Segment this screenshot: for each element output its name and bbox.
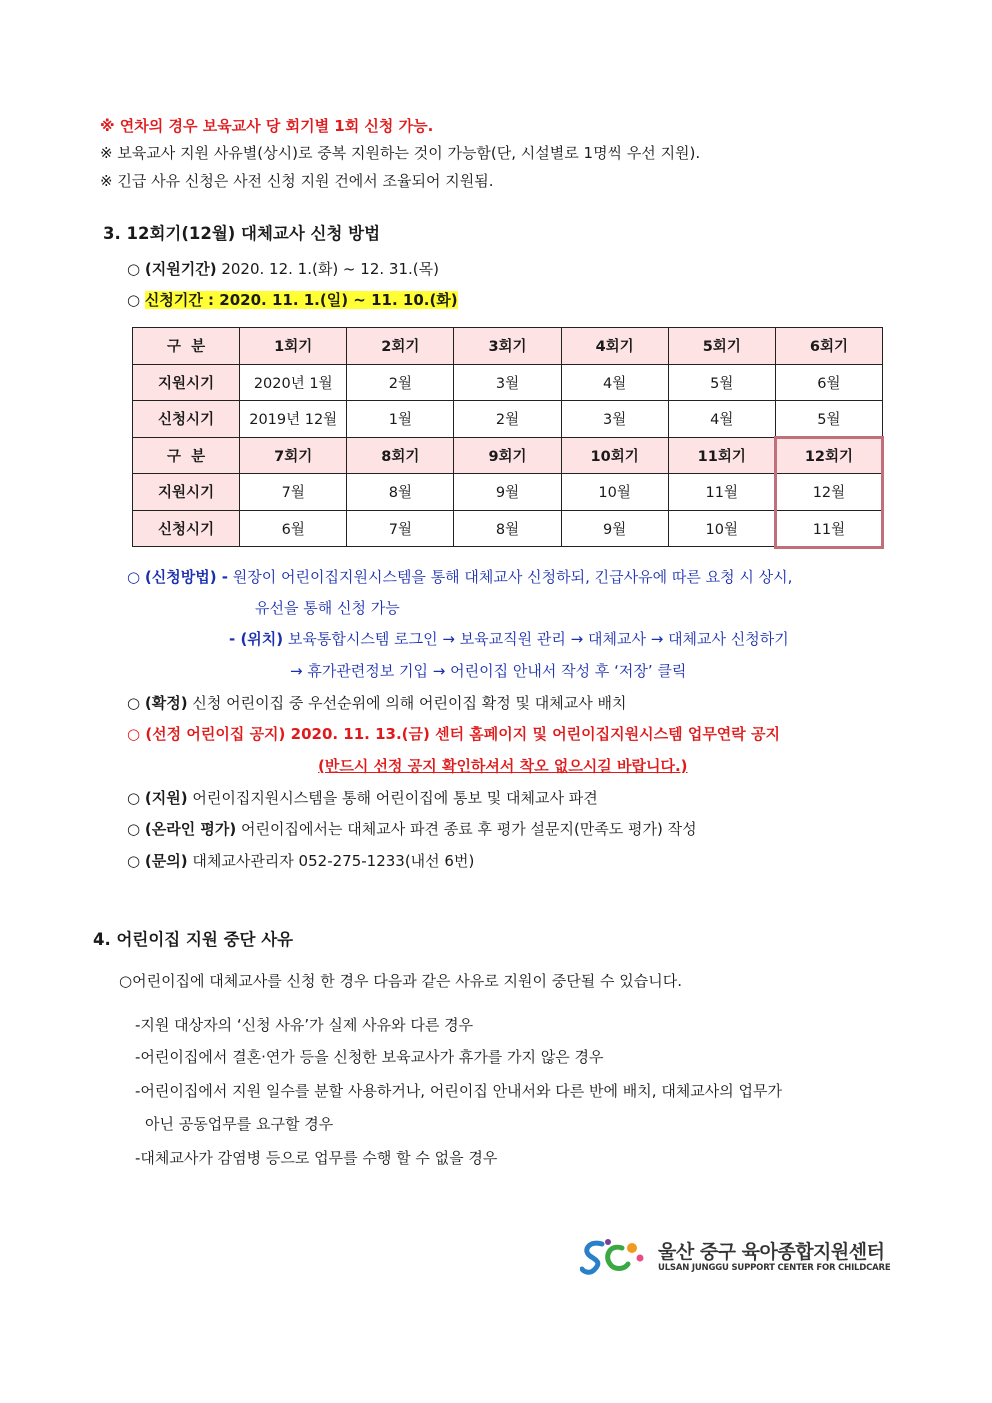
- table-header-cell: 9회기: [454, 437, 561, 474]
- note-duplicate-support: ※ 보육교사 지원 사유별(상시)로 중복 지원하는 것이 가능함(단, 시설별로 1명씩 우선 지원).: [100, 144, 701, 162]
- table-cell: 6월: [775, 364, 882, 401]
- apply-period: [127, 290, 458, 310]
- table-header-cell: 11회기: [668, 437, 775, 474]
- table-row: [133, 474, 883, 511]
- bullet: ○: [127, 568, 141, 586]
- table-header-cell: 10회기: [561, 437, 668, 474]
- bullet: ○: [127, 820, 141, 838]
- support-text: 어린이집지원시스템을 통해 어린이집에 통보 및 대체교사 파견: [192, 789, 598, 807]
- table-cell: 11월: [775, 510, 882, 547]
- row-label: 지원시기: [133, 364, 240, 401]
- table-row: [133, 364, 883, 401]
- logo-dot-pink: [637, 1255, 644, 1262]
- table-header-cell: 7회기: [240, 437, 347, 474]
- table-cell: 2월: [454, 401, 561, 438]
- support-period-value: 2020. 12. 1.(화) ~ 12. 31.(목): [221, 260, 439, 278]
- center-name: 울산 중구 육아종합지원센터: [658, 1241, 885, 1263]
- apply-method-line1: 원장이 어린이집지원시스템을 통해 대체교사 신청하되, 긴급사유에 따른 요청 시 상시,: [232, 568, 793, 586]
- center-subtitle: ULSAN JUNGGU SUPPORT CENTER FOR CHILDCARE: [658, 1263, 891, 1273]
- note-annual-leave: ※ 연차의 경우 보육교사 당 회기별 1회 신청 가능.: [100, 117, 434, 135]
- table-header-cell: 4회기: [561, 328, 668, 365]
- table-cell: 9월: [561, 510, 668, 547]
- table-cell: 10월: [561, 474, 668, 511]
- table-cell: 5월: [668, 364, 775, 401]
- selection-notice-label: (선정 어린이집 공지): [145, 725, 286, 743]
- online-evaluation-text: 어린이집에서는 대체교사 파견 종료 후 평가 설문지(만족도 평가) 작성: [241, 820, 697, 838]
- row-label: 신청시기: [133, 510, 240, 547]
- table-row: [133, 510, 883, 547]
- table-cell: 5월: [775, 401, 882, 438]
- apply-method-line2: 유선을 통해 신청 가능: [255, 599, 400, 617]
- table-cell: 3월: [454, 364, 561, 401]
- center-logo-mark-icon: [580, 1236, 646, 1278]
- table-cell: 10월: [668, 510, 775, 547]
- selection-notice: [127, 724, 780, 744]
- section-4-intro: ○어린이집에 대체교사를 신청 한 경우 다음과 같은 사유로 지원이 중단될 수 있습니다.: [119, 972, 682, 990]
- table-cell: 7월: [240, 474, 347, 511]
- confirm-label: (확정): [144, 694, 188, 712]
- bullet: ○: [127, 694, 141, 712]
- row-label: 신청시기: [133, 401, 240, 438]
- bullet: ○: [127, 789, 141, 807]
- apply-location: [229, 629, 789, 649]
- table-cell: 8월: [454, 510, 561, 547]
- support-period-label: (지원기간): [144, 260, 217, 278]
- table-row: [133, 401, 883, 438]
- section-3-title: 3. 12회기(12월) 대체교사 신청 방법: [103, 224, 381, 243]
- bullet: ○: [127, 725, 141, 743]
- table-header-cell: 6회기: [775, 328, 882, 365]
- list-item: -어린이집에서 결혼·연가 등을 신청한 보육교사가 휴가를 가지 않은 경우: [135, 1048, 604, 1066]
- table-row: [133, 328, 883, 365]
- table-cell: 3월: [561, 401, 668, 438]
- table-header-cell: 1회기: [240, 328, 347, 365]
- inquiry-label: (문의): [144, 852, 188, 870]
- logo-dot-purple: [605, 1239, 611, 1245]
- table-cell: 2020년 1월: [240, 364, 347, 401]
- table-cell: 2019년 12월: [240, 401, 347, 438]
- logo-dot-orange: [627, 1243, 637, 1253]
- table-cell: 7월: [347, 510, 454, 547]
- support-period: [127, 259, 439, 279]
- table-cell: 4월: [561, 364, 668, 401]
- apply-location-line2: → 휴가관련정보 기입 → 어린이집 안내서 작성 후 ‘저장’ 클릭: [290, 662, 687, 680]
- selection-warning: (반드시 선정 공지 확인하셔서 착오 없으시길 바랍니다.): [318, 757, 688, 775]
- confirm: [127, 693, 627, 713]
- list-item: -지원 대상자의 ‘신청 사유’가 실제 사유와 다른 경우: [135, 1016, 474, 1034]
- section-4-title: 4. 어린이집 지원 중단 사유: [93, 930, 294, 949]
- inquiry-text: 대체교사관리자 052-275-1233(내선 6번): [192, 852, 475, 870]
- support: [127, 788, 598, 808]
- logo-c-stroke: [608, 1247, 628, 1268]
- list-item: -대체교사가 감염병 등으로 업무를 수행 할 수 없을 경우: [135, 1149, 498, 1167]
- inquiry: [127, 851, 474, 871]
- table-cell: 2월: [347, 364, 454, 401]
- table-header-label: 구 분: [133, 328, 240, 365]
- bullet: ○: [127, 260, 141, 278]
- apply-location-line1: 보육통합시스템 로그인 → 보육교직원 관리 → 대체교사 → 대체교사 신청하기: [287, 630, 789, 648]
- table-header-cell: 2회기: [347, 328, 454, 365]
- online-evaluation: [127, 819, 697, 839]
- apply-location-label: - (위치): [229, 630, 284, 648]
- table-cell: 4월: [668, 401, 775, 438]
- apply-period-text: 신청기간 : 2020. 11. 1.(일) ~ 11. 10.(화): [144, 291, 458, 309]
- table-cell: 8월: [347, 474, 454, 511]
- apply-method: [127, 567, 792, 587]
- table-cell: 6월: [240, 510, 347, 547]
- confirm-text: 신청 어린이집 중 우선순위에 의해 어린이집 확정 및 대체교사 배치: [192, 694, 627, 712]
- schedule-table: [132, 327, 883, 547]
- table-header-label: 구 분: [133, 437, 240, 474]
- table-row: [133, 437, 883, 474]
- table-cell: 11월: [668, 474, 775, 511]
- table-header-cell: 12회기: [775, 437, 882, 474]
- logo-s-stroke: [582, 1243, 602, 1272]
- list-item: -어린이집에서 지원 일수를 분할 사용하거나, 어린이집 안내서와 다른 반에 배치, 대체교사의 업무가: [135, 1082, 783, 1100]
- note-emergency: ※ 긴급 사유 신청은 사전 신청 지원 건에서 조율되어 지원됨.: [100, 172, 494, 190]
- table-cell: 9월: [454, 474, 561, 511]
- selection-notice-text: 2020. 11. 13.(금) 센터 홈페이지 및 어린이집지원시스템 업무연락 공지: [290, 725, 780, 743]
- table-cell: 12월: [775, 474, 882, 511]
- online-evaluation-label: (온라인 평가): [144, 820, 237, 838]
- list-item-continued: 아닌 공동업무를 요구할 경우: [145, 1115, 334, 1133]
- bullet: ○: [127, 291, 141, 309]
- table-header-cell: 3회기: [454, 328, 561, 365]
- support-label: (지원): [144, 789, 188, 807]
- row-label: 지원시기: [133, 474, 240, 511]
- bullet: ○: [127, 852, 141, 870]
- table-header-cell: 8회기: [347, 437, 454, 474]
- table-header-cell: 5회기: [668, 328, 775, 365]
- center-logo: [580, 1236, 890, 1278]
- apply-method-label: (신청방법) -: [144, 568, 228, 586]
- table-cell: 1월: [347, 401, 454, 438]
